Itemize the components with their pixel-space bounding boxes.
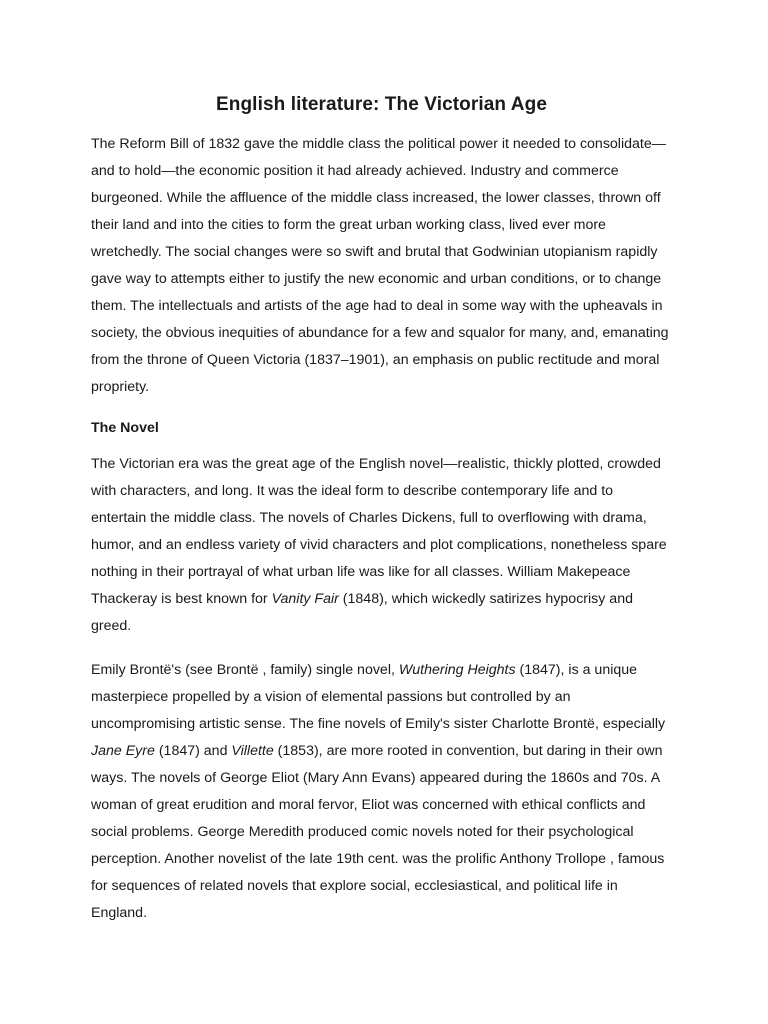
paragraph-text: (1853), are more rooted in convention, but daring in their own ways. The novels of George Eliot (Mary Ann Evans) appeared during the 1860s and 70s. A woman of great erudition and moral fervor, Eliot was concerned with ethical conflicts and social problems. George Meredith produced comic novels noted for their psychological perception. Another novelist of the late 19th cent. was the prolific Anthony Trollope , famous for sequences of related novels that explore social, ecclesiastical, and political life in England.: [91, 743, 665, 921]
italic-title-wuthering-heights: Wuthering Heights: [398, 662, 516, 678]
novel-paragraph-2: [91, 657, 672, 927]
paragraph-text: (1847), is a unique masterpiece propelled by a vision of elemental passions but controlled by an uncompromising artistic sense. The fine novels of Emily's sister Charlotte Brontë, especially: [91, 662, 666, 732]
italic-title-villette: Villette: [231, 743, 274, 759]
novel-paragraph-1: [91, 451, 672, 640]
section-heading-the-novel: The Novel: [91, 420, 159, 436]
paragraph-text: (1847) and: [154, 743, 232, 759]
paragraph-text: The Victorian era was the great age of the English novel—realistic, thickly plotted, crowded with characters, and long. It was the ideal form to describe contemporary life and to entertain the middle class. The novels of Charles Dickens, full to overflowing with drama, humor, and an endless variety of vivid characters and plot complications, nonetheless spare nothing in their portrayal of what urban life was like for all classes. William Makepeace Thackeray is best known for: [91, 456, 667, 607]
intro-paragraph: The Reform Bill of 1832 gave the middle class the political power it needed to consolidate—and to hold—the economic position it had already achieved. Industry and commerce burgeoned. While the affluence of the middle class increased, the lower classes, thrown off their land and into the cities to form the great urban working class, lived ever more wretchedly. The social changes were so swift and brutal that Godwinian utopianism rapidly gave way to attempts either to justify the new economic and urban conditions, or to change them. The intellectuals and artists of the age had to deal in some way with the upheavals in society, the obvious inequities of abundance for a few and squalor for many, and, emanating from the throne of Queen Victoria (1837–1901), an emphasis on public rectitude and moral propriety.: [91, 136, 669, 395]
paragraph-text: Emily Brontë's (see Brontë , family) single novel,: [91, 662, 399, 678]
italic-title-jane-eyre: Jane Eyre: [91, 743, 155, 759]
italic-title-vanity-fair: Vanity Fair: [271, 591, 339, 607]
paragraph-text: (1848), which wickedly satirizes hypocrisy and greed.: [91, 591, 633, 634]
document-title: English literature: The Victorian Age: [216, 94, 547, 115]
